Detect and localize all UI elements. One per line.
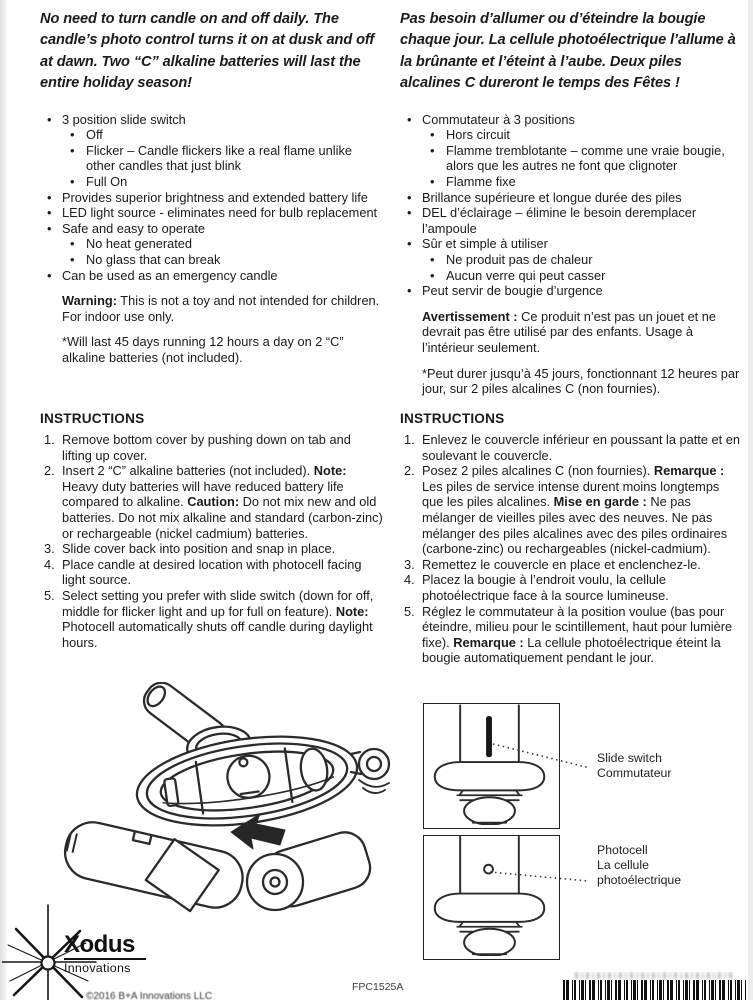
feature-text: Can be used as an emergency candle — [62, 267, 278, 283]
feature-text: DEL d’éclairage – élimine le besoin deremplacer l’ampoule — [422, 205, 697, 236]
instruction-step — [400, 557, 740, 573]
feature-text: Hors circuit — [446, 127, 510, 143]
step-text: Place candle at desired location with photocell facing light source. — [62, 556, 362, 588]
feature-subitem — [400, 268, 740, 284]
feature-item — [40, 268, 384, 284]
instruction-step — [40, 463, 384, 541]
feature-item — [40, 112, 384, 128]
instructions-title-fr: INSTRUCTIONS — [400, 411, 505, 426]
leader-slide-switch — [493, 744, 590, 768]
step-text: Posez 2 piles alcalines C (non fournies). Remarque : Les piles de service intense durent moins longtemps que les piles alcalines. Mise en garde : Ne pas mélanger de vieilles piles avec des neuves. Ne pas mélanger des piles alcalines avec des piles ordinaires (carbone-zinc) ou rechargeables (nickel-cadmium). — [422, 463, 728, 557]
warning-paragraph-fr: Avertissement : Ce produit n’est pas un jouet et ne devrait pas être utilisé par des enfants. Usage à l’intérieur seulement. — [422, 308, 717, 355]
feature-text: No heat generated — [86, 236, 193, 252]
instructions-title-en: INSTRUCTIONS — [40, 411, 145, 426]
slide-switch-label-en: Slide switch — [597, 751, 662, 765]
feature-text: Ne produit pas de chaleur — [446, 251, 593, 267]
leader-lines — [425, 700, 750, 900]
feature-item — [400, 190, 740, 206]
feature-item — [400, 205, 740, 236]
feature-text: Flamme fixe — [446, 174, 516, 189]
feature-subitem — [400, 143, 740, 174]
instruction-step — [400, 463, 740, 557]
brand-subtitle: Innovations — [64, 961, 131, 975]
instruction-steps-fr — [400, 432, 740, 666]
feature-text: Flamme tremblotante – comme une vraie bougie, alors que les autres ne font que clignoter — [446, 142, 725, 174]
feature-item — [40, 190, 384, 206]
instruction-step — [400, 432, 740, 463]
feature-subitem — [400, 174, 740, 190]
feature-list-en — [40, 112, 384, 284]
step-text: Select setting you prefer with slide switch (down for off, middle for flicker light and up for full on feature). Note: Photocell automatically shuts off candle during daylight hours. — [62, 587, 374, 650]
photocell-label-fr1: La cellule — [597, 858, 649, 872]
slide-switch-label — [597, 751, 672, 781]
scan-edge-left — [0, 0, 7, 1000]
barcode-numbers — [575, 972, 734, 979]
leader-photocell — [490, 872, 588, 881]
feature-text: Peut servir de bougie d’urgence — [422, 283, 603, 299]
feature-item — [40, 205, 384, 221]
feature-text: Safe and easy to operate — [62, 220, 206, 236]
column-french — [400, 0, 740, 666]
feature-subitem — [400, 127, 740, 143]
feature-text: Provides superior brightness and extended battery life — [62, 189, 368, 205]
step-text: Réglez le commutateur à la position voulue (bas pour éteindre, milieu pour le scintillement, haut pour lumière fixe). Remarque : La cellule photoélectrique éteint la bougie automatiquement pendant le jour. — [422, 603, 733, 666]
feature-text: Aucun verre qui peut casser — [446, 267, 606, 283]
bottom-cover — [58, 816, 248, 917]
warning-paragraph-en: Warning: This is not a toy and not intended for children. For indoor use only. — [62, 293, 380, 324]
feature-subitem — [40, 143, 384, 174]
photocell-label-fr2: photoélectrique — [597, 873, 682, 887]
barcode — [563, 972, 746, 1000]
step-text: Placez la bougie à l’endroit voulu, la cellule photoélectrique face à la source lumineuse. — [422, 572, 669, 603]
step-text: Remove bottom cover by pushing down on tab and lifting up cover. — [62, 432, 351, 463]
feature-subitem — [400, 252, 740, 268]
step-text: Enlevez le couvercle inférieur en poussant la patte et en soulevant le couvercle. — [422, 432, 740, 463]
photocell-label-en: Photocell — [597, 843, 648, 857]
feature-item — [400, 236, 740, 252]
feature-subitem — [40, 236, 384, 252]
footnote-en: *Will last 45 days running 12 hours a day on 2 “C” alkaline batteries (not included). — [62, 334, 344, 365]
intro-paragraph-fr: Pas besoin d’allumer ou d’éteindre la bougie chaque jour. La cellule photoélectrique l’allume à la brûnante et l’éteint à l’aube. Deux piles alcalines C dureront le temps des Fêtes ! — [400, 11, 736, 92]
french-upper-block — [400, 0, 740, 411]
feature-item — [40, 221, 384, 237]
instruction-step — [40, 588, 384, 650]
feature-item — [400, 283, 740, 299]
brand-name: Xodus — [64, 931, 135, 958]
step-text: Slide cover back into position and snap in place. — [62, 541, 336, 557]
intro-paragraph-en: No need to turn candle on and off daily. The candle’s photo control turns it on at dusk and off at dawn. Two “C” alkaline batteries will last the entire holiday season! — [40, 11, 375, 92]
instruction-step — [40, 557, 384, 588]
feature-list-fr — [400, 112, 740, 299]
column-english — [40, 0, 384, 650]
feature-text: Commutateur à 3 positions — [422, 111, 575, 127]
instruction-steps-en — [40, 432, 384, 650]
feature-text: No glass that can break — [86, 251, 221, 267]
feature-text: 3 position slide switch — [62, 111, 186, 127]
instruction-step — [400, 604, 740, 666]
instruction-step — [40, 541, 384, 557]
feature-subitem — [40, 252, 384, 268]
footnote-fr: *Peut durer jusqu’à 45 jours, fonctionnant 12 heures par jour, sur 2 piles alcalines C (non fournies). — [422, 365, 740, 397]
part-number: FPC1525A — [352, 981, 404, 993]
photocell-label — [597, 843, 681, 888]
feature-text: Full On — [86, 174, 128, 189]
barcode-bars — [563, 980, 746, 1000]
instruction-step — [40, 432, 384, 463]
base-tray — [131, 724, 363, 838]
feature-subitem — [40, 127, 384, 143]
step-text: Remettez le couvercle en place et enclenchez-le. — [422, 556, 701, 572]
feature-subitem — [40, 174, 384, 190]
english-upper-block — [40, 0, 384, 411]
feature-text: Flicker – Candle flickers like a real flame unlike other candles that just blink — [86, 142, 352, 174]
copyright-line: ©2016 B+A Innovations LLC — [86, 991, 213, 1000]
feature-text: LED light source - eliminates need for bulb replacement — [62, 205, 378, 221]
feature-text: Off — [86, 127, 103, 143]
feature-item — [400, 112, 740, 128]
step-text: Insert 2 “C” alkaline batteries (not included). Note: Heavy duty batteries will have reduced battery life compared to alkaline. Caution: Do not mix new and old batteries. Do not mix alkaline and standard (carbon-zinc) or rechargeable (nickel cadmium) batteries. — [62, 463, 383, 541]
slide-switch-label-fr: Commutateur — [597, 766, 672, 780]
feature-text: Brillance supérieure et longue durée des piles — [422, 189, 682, 205]
exploded-view-diagram — [47, 682, 402, 917]
instruction-step — [400, 572, 740, 603]
feature-text: Sûr et simple à utiliser — [422, 236, 548, 252]
